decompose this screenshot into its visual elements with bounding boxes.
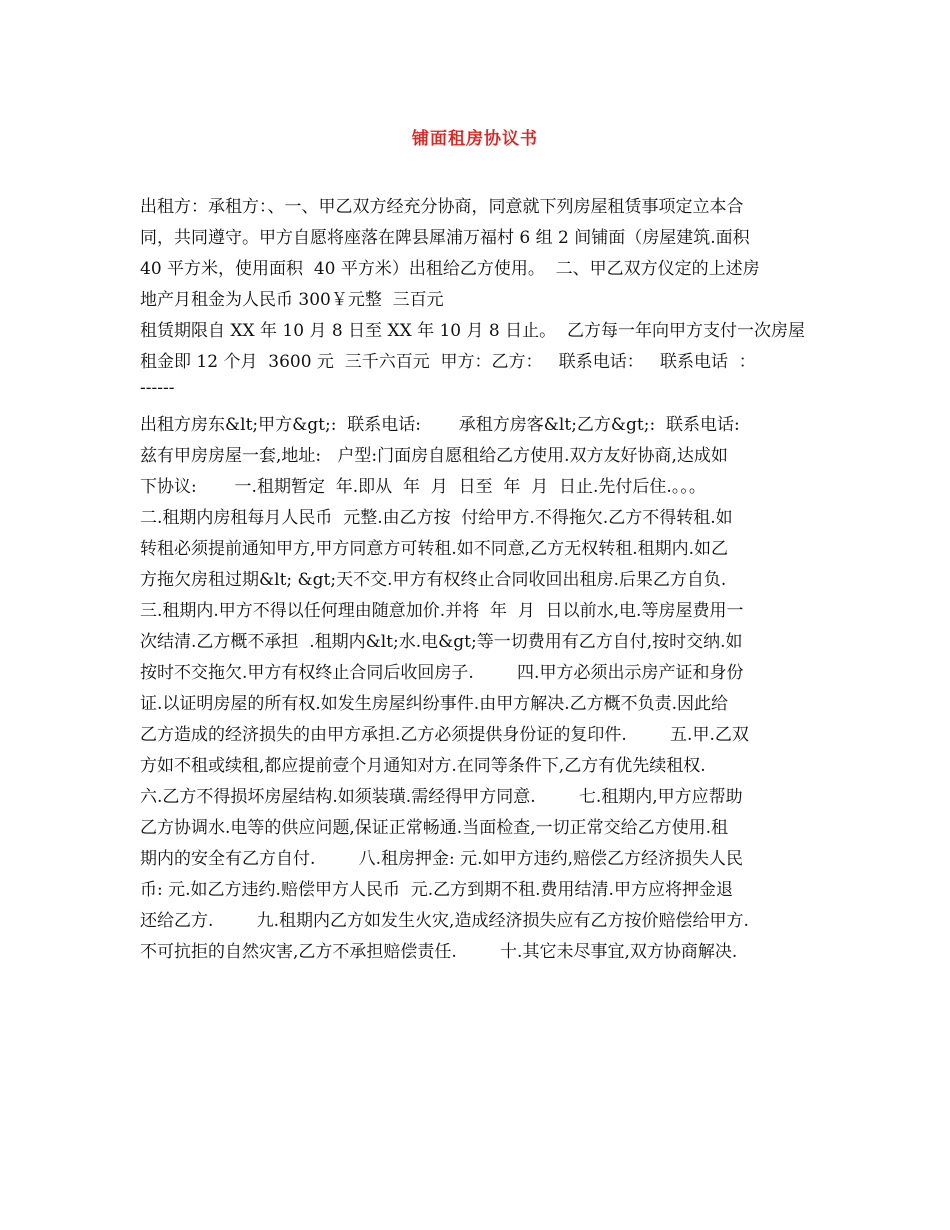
document-title: 铺面租房协议书 — [412, 129, 538, 149]
text-line: 币: 元.如乙方违约.赔偿甲方人民币 元.乙方到期不租.费用结清.甲方应将押金退 — [140, 880, 733, 900]
text-line: 下协议: 一.租期暂定 年.即从 年 月 日至 年 月 日止.先付后住.。。。 — [140, 477, 706, 497]
text-line: 乙方协调水.电等的供应问题,保证正常畅通.当面检查,一切正常交给乙方使用.租 — [140, 818, 729, 838]
text-line: 方拖欠房租过期&lt; &gt;天不交.甲方有权终止合同收回出租房.后果乙方自负. — [140, 570, 727, 590]
text-line: 出租方房东&lt;甲方&gt;: 联系电话: 承租方房客&lt;乙方&gt;: 联系电话: — [140, 415, 740, 435]
text-line: 地产月租金为人民币 300￥元整 三百元 — [140, 290, 444, 310]
text-line: 40 平方米，使用面积 40 平方米）出租给乙方使用。 二、甲乙双方仪定的上述房 — [140, 259, 760, 279]
text-line: 二.租期内房租每月人民币 元整.由乙方按 付给甲方.不得拖欠.乙方不得转租.如 — [140, 508, 733, 528]
text-line: 六.乙方不得损坏房屋结构.如须装璜.需经得甲方同意. 七.租期内,甲方应帮助 — [140, 787, 743, 807]
text-line: 三.租期内.甲方不得以任何理由随意加价.并将 年 月 日以前水,电.等房屋费用一 — [140, 601, 744, 621]
text-line: 次结清.乙方概不承担 .租期内&lt;水.电&gt;等一切费用有乙方自付,按时交纳.如 — [140, 632, 743, 652]
text-line: 兹有甲房房屋一套,地址: 户型:门面房自愿租给乙方使用.双方友好协商,达成如 — [140, 446, 728, 466]
text-line: 证.以证明房屋的所有权.如发生房屋纠纷事件.由甲方解决.乙方概不负责.因此给 — [140, 694, 729, 714]
text-line: 租赁期限自 XX 年 10 月 8 日至 XX 年 10 月 8 日止。 乙方每一年向甲方支付一次房屋 — [140, 321, 805, 341]
text-line: 出租方：承租方：、一、甲乙双方经充分协商，同意就下列房屋租赁事项定立本合 — [140, 197, 744, 217]
text-line: 同，共同遵守。甲方自愿将座落在陴县犀浦万福村 6 组 2 间铺面（房屋建筑.面积 — [140, 228, 750, 248]
paragraph-gap — [140, 398, 820, 410]
text-line: 期内的安全有乙方自付. 八.租房押金: 元.如甲方违约,赔偿乙方经济损失人民 — [140, 849, 743, 869]
dash-divider: ------ — [140, 378, 175, 398]
text-line: 还给乙方. 九.租期内乙方如发生火灾,造成经济损失应有乙方按价赔偿给甲方. — [140, 911, 749, 931]
text-line: 租金即 12 个月 3600 元 三千六百元 甲方：乙方： 联系电话： 联系电话 ： — [140, 352, 756, 372]
text-line: 乙方造成的经济损失的由甲方承担.乙方必须提供身份证的复印件. 五.甲.乙双 — [140, 725, 749, 745]
text-line: 方如不租或续租,都应提前壹个月通知对方.在同等条件下,乙方有优先续租权. — [140, 756, 706, 776]
text-line: 按时不交拖欠.甲方有权终止合同后收回房子. 四.甲方必须出示房产证和身份 — [140, 663, 744, 683]
document-body — [140, 192, 820, 968]
text-line: 不可抗拒的自然灾害,乙方不承担赔偿责任. 十.其它未尽事宜,双方协商解决. — [140, 942, 738, 962]
text-line: 转租必须提前通知甲方,甲方同意方可转租.如不同意,乙方无权转租.租期内.如乙 — [140, 539, 729, 559]
